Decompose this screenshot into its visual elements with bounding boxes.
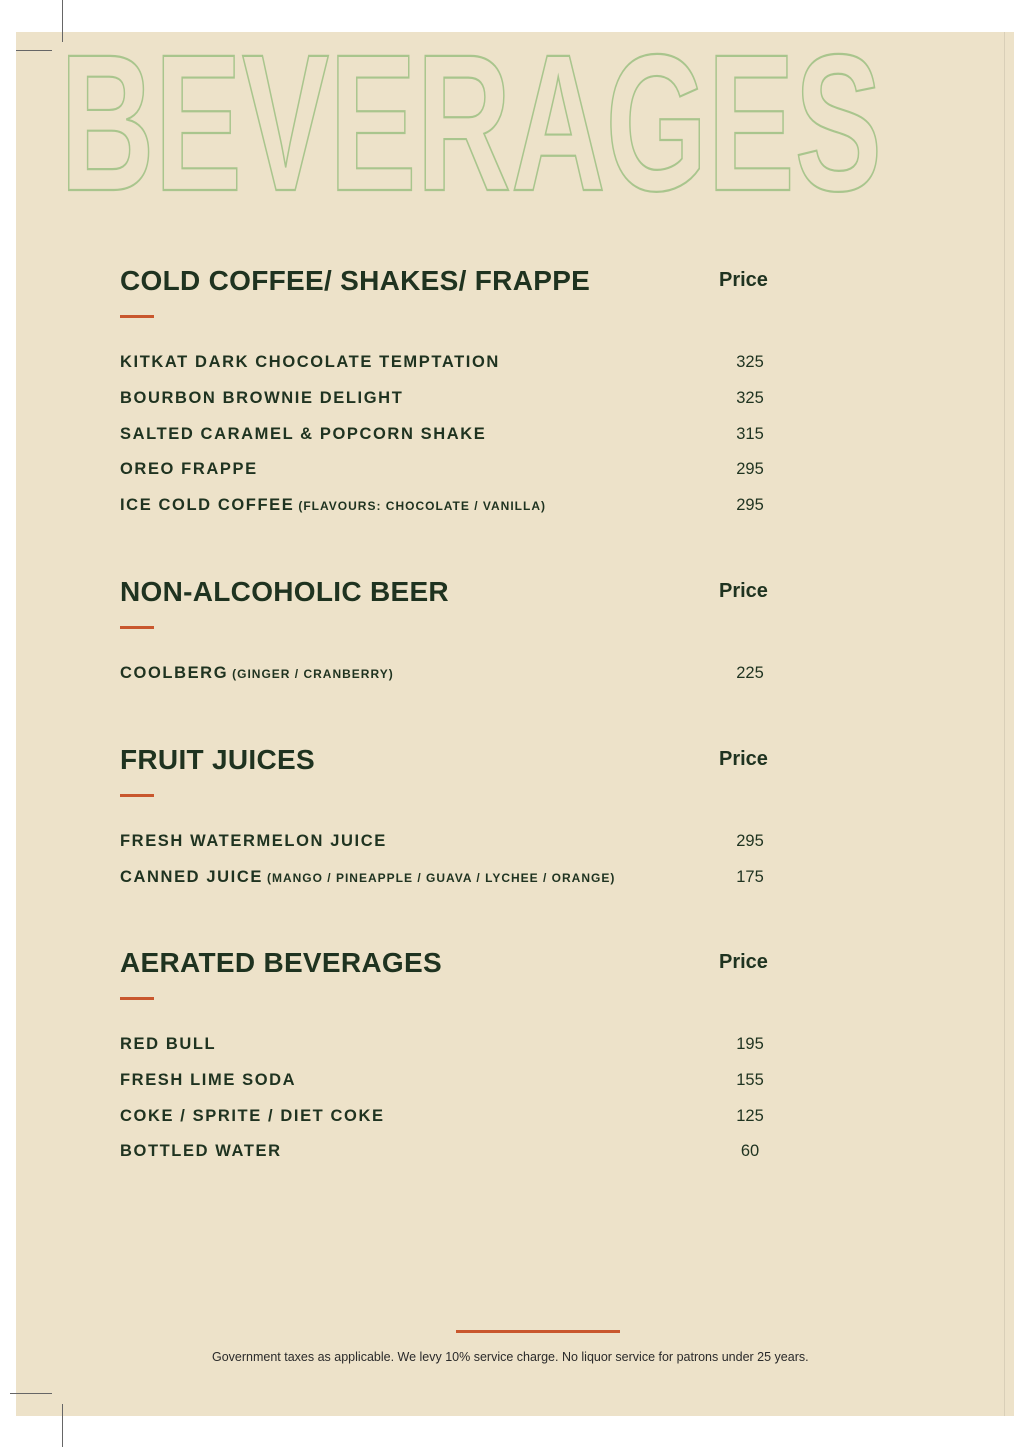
menu-item: [120, 868, 800, 904]
item-price: 295: [736, 832, 764, 850]
crop-mark: [16, 50, 52, 51]
item-price: 295: [736, 460, 764, 479]
menu-item: [120, 1107, 800, 1143]
section-fruit-juices: [120, 744, 800, 886]
crop-mark: [62, 0, 63, 42]
item-price: 60: [740, 1142, 760, 1161]
section-title: AERATED BEVERAGES: [120, 947, 442, 978]
section-non-alcoholic-beer: [120, 576, 800, 682]
section-title: COLD COFFEE/ SHAKES/ FRAPPE: [120, 265, 591, 296]
item-list: [120, 353, 800, 532]
price-column-header: Price: [719, 951, 768, 973]
section-cold-coffee: [120, 265, 800, 515]
page-title-text: BEVERAGES: [60, 40, 882, 200]
item-name: CANNED JUICE (MANGO / PINEAPPLE / GUAVA / LYCHEE / ORANGE): [120, 867, 616, 886]
item-price: 125: [736, 1106, 764, 1125]
section-aerated-beverages: [120, 947, 800, 1161]
crop-mark: [10, 1393, 52, 1394]
item-price: 195: [736, 1035, 764, 1053]
menu-item: [120, 1142, 800, 1178]
item-price: 175: [736, 867, 764, 886]
item-name: FRESH WATERMELON JUICE: [120, 832, 387, 850]
item-list: [120, 832, 800, 904]
item-price: 325: [736, 388, 764, 407]
item-name: COKE / SPRITE / DIET COKE: [120, 1106, 385, 1125]
crop-mark: [62, 1404, 63, 1447]
item-name: BOURBON BROWNIE DELIGHT: [120, 388, 404, 407]
item-list: [120, 1035, 800, 1178]
price-column-header: Price: [719, 580, 768, 602]
item-price: 325: [736, 353, 764, 371]
item-name: RED BULL: [120, 1035, 217, 1053]
item-name: BOTTLED WATER: [120, 1142, 282, 1161]
menu-item: [120, 425, 800, 461]
item-price: 225: [736, 664, 764, 682]
footer-note: Government taxes as applicable. We levy 10% service charge. No liquor service for patrons under 25 years.: [212, 1350, 809, 1364]
item-price: 315: [736, 424, 764, 443]
item-name: SALTED CARAMEL & POPCORN SHAKE: [120, 424, 487, 443]
menu-item: [120, 1071, 800, 1107]
page-title: [58, 40, 888, 200]
item-name: OREO FRAPPE: [120, 460, 258, 479]
item-price: 295: [736, 496, 764, 515]
item-note: (GINGER / CRANBERRY): [232, 667, 394, 681]
item-name: COOLBERG (GINGER / CRANBERRY): [120, 664, 394, 682]
price-column-header: Price: [719, 269, 768, 291]
menu-page: [16, 32, 1014, 1416]
menu-item: [120, 353, 800, 389]
menu-item: [120, 389, 800, 425]
section-accent-rule: [120, 997, 154, 1000]
menu-item: [120, 460, 800, 496]
item-price: 155: [736, 1070, 764, 1089]
section-title: FRUIT JUICES: [120, 744, 315, 775]
menu-item: [120, 832, 800, 868]
section-accent-rule: [120, 626, 154, 629]
item-name: FRESH LIME SODA: [120, 1070, 297, 1089]
price-column-header: Price: [719, 748, 768, 770]
page-edge: [1004, 32, 1005, 1416]
menu-item: [120, 1035, 800, 1071]
section-title: NON-ALCOHOLIC BEER: [120, 576, 449, 607]
item-note: (FLAVOURS: CHOCOLATE / VANILLA): [298, 499, 546, 514]
item-note: (MANGO / PINEAPPLE / GUAVA / LYCHEE / ORANGE): [266, 870, 616, 885]
footer-accent-rule: [456, 1330, 620, 1333]
menu-item: [120, 496, 800, 532]
item-name: KITKAT DARK CHOCOLATE TEMPTATION: [120, 353, 500, 371]
section-accent-rule: [120, 315, 154, 318]
section-accent-rule: [120, 794, 154, 797]
item-list: [120, 664, 800, 700]
menu-item: [120, 664, 800, 700]
item-name: ICE COLD COFFEE (FLAVOURS: CHOCOLATE / VANILLA): [120, 496, 546, 515]
